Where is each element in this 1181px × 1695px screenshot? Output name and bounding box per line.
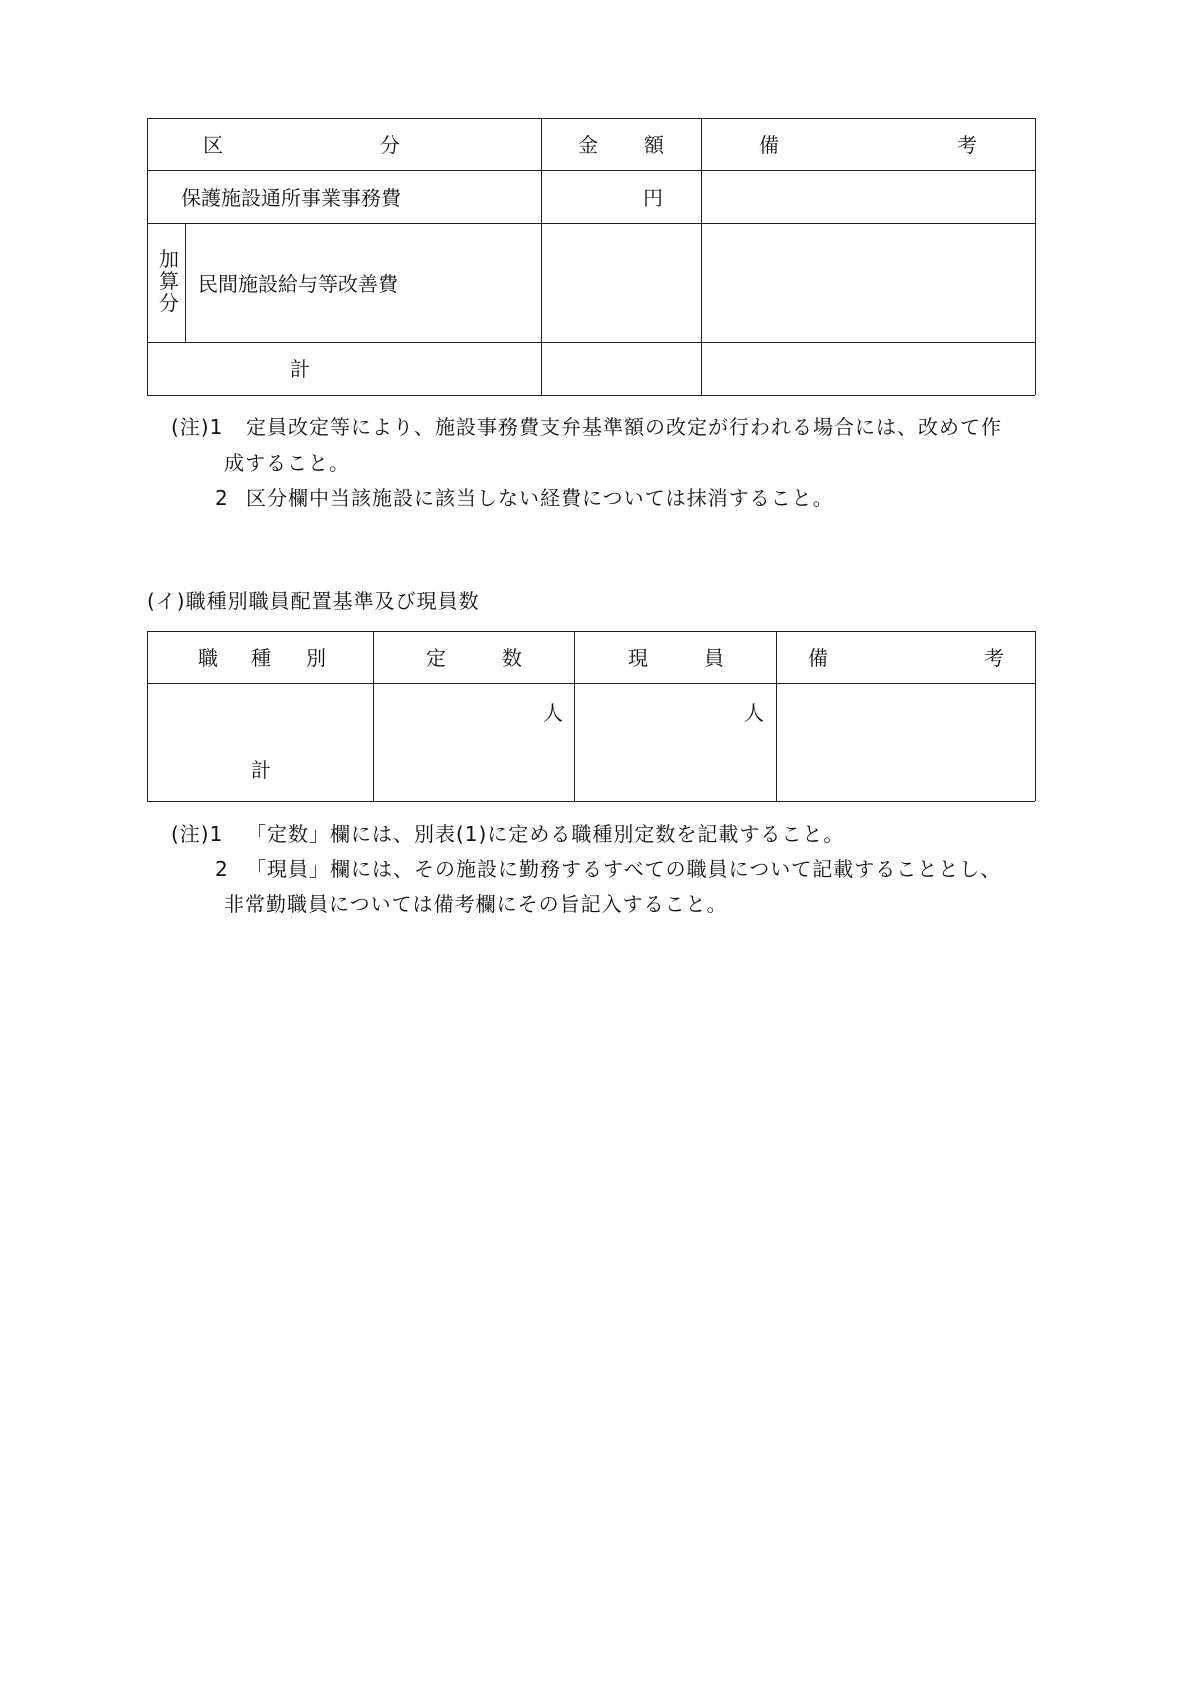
kasan-char-1: 加 (159, 247, 179, 271)
header-kingaku-char2: 額 (644, 133, 664, 157)
kasan-char-3: 分 (159, 291, 179, 315)
note1-continuation: 成すること。 (224, 451, 350, 475)
amount-unit-yen: 円 (643, 186, 663, 210)
header-genin-char1: 現 (628, 646, 648, 670)
row-label-hogo-shisetsu: 保護施設通所事業事務費 (181, 186, 401, 210)
note2-prefix: 2 (215, 486, 229, 510)
note2-text: 区分欄中当該施設に該当しない経費については抹消すること。 (246, 486, 834, 510)
kasan-group-label (157, 248, 181, 314)
header-shokushu-char2: 種 (251, 646, 271, 670)
header-teisu-char1: 定 (426, 646, 446, 670)
note2-2-continuation: 非常勤職員については備考欄にその旨記入すること。 (224, 892, 728, 916)
header-kubun-char2: 分 (380, 133, 400, 157)
header-shokushu-char3: 別 (306, 646, 326, 670)
header-teisu-char2: 数 (502, 646, 522, 670)
section-title-staffing: (イ)職種別職員配置基準及び現員数 (147, 589, 480, 613)
staffing-total-label: 計 (251, 758, 271, 782)
note2-2-text: 「現員」欄には、その施設に勤務するすべての職員について記載することとし、 (246, 857, 1002, 881)
kasan-char-2: 算 (159, 269, 179, 293)
note2-2-prefix: 2 (215, 857, 229, 881)
note2-1-prefix: (注)1 (171, 822, 224, 846)
header-biko-char2: 考 (957, 133, 977, 157)
header-biko2-char2: 考 (984, 646, 1004, 670)
genin-unit-person: 人 (744, 701, 764, 725)
header-shokushu-char1: 職 (198, 646, 218, 670)
note2-1-text: 「定数」欄には、別表(1)に定める職種別定数を記載すること。 (246, 822, 845, 846)
header-biko2-char1: 備 (808, 646, 828, 670)
header-genin-char2: 員 (704, 646, 724, 670)
header-kingaku-char1: 金 (578, 133, 598, 157)
header-kubun-char1: 区 (203, 133, 223, 157)
note1-prefix: (注)1 (171, 415, 224, 439)
header-biko-char1: 備 (759, 133, 779, 157)
teisu-unit-person: 人 (543, 701, 563, 725)
row-label-minkan-shisetsu: 民間施設給与等改善費 (198, 272, 398, 296)
note1-text: 定員改定等により、施設事務費支弁基準額の改定が行われる場合には、改めて作 (246, 415, 1002, 439)
row-label-total: 計 (290, 357, 310, 381)
